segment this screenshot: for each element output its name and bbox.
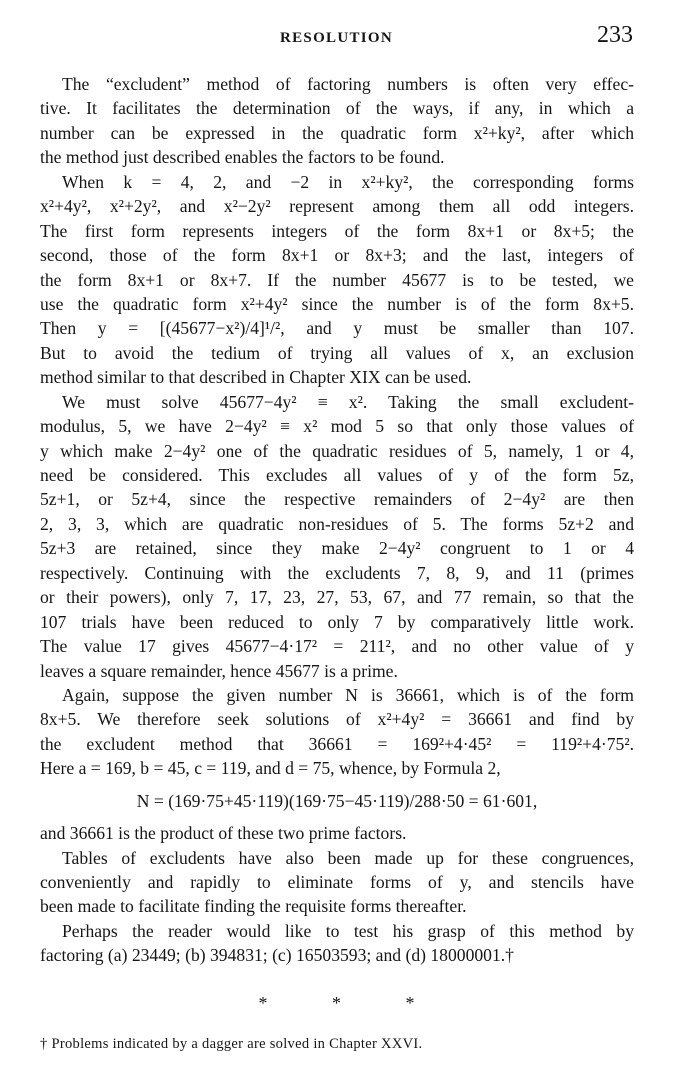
text-line: the excludent method that 36661 = 169²+4·45² = 119²+4·75². bbox=[40, 733, 634, 754]
text-line: Then y = [(45677−x²)/4]¹/², and y must be smaller than 107. bbox=[40, 318, 634, 339]
text-line: leaves a square remainder, hence 45677 is a prime. bbox=[40, 660, 398, 681]
text-line: been made to facilitate finding the requisite forms thereafter. bbox=[40, 896, 467, 917]
text-line: 2, 3, 3, which are quadratic non-residues of 5. The forms 5z+2 and bbox=[40, 513, 634, 534]
text-line: the method just described enables the factors to be found. bbox=[40, 147, 445, 168]
text-line: Perhaps the reader would like to test his grasp of this method by bbox=[62, 920, 634, 941]
text-line: use the quadratic form x²+4y² since the number is of the form 8x+5. bbox=[40, 293, 634, 314]
text-line: or their powers), only 7, 17, 23, 27, 53, 67, and 77 remain, so that the bbox=[40, 587, 634, 608]
text-line: We must solve 45677−4y² ≡ x². Taking the small excludent- bbox=[62, 391, 634, 412]
text-line: Tables of excludents have also been made up for these congruences, bbox=[62, 847, 634, 868]
text-line: 8x+5. We therefore seek solutions of x²+4y² = 36661 and find by bbox=[40, 709, 634, 730]
text-line: factoring (a) 23449; (b) 394831; (c) 16503593; and (d) 18000001.† bbox=[40, 945, 514, 966]
text-line: The value 17 gives 45677−4·17² = 211², and no other value of y bbox=[40, 636, 634, 657]
text-line: 5z+3 are retained, since they make 2−4y² congruent to 1 or 4 bbox=[40, 538, 634, 559]
footnote: † Problems indicated by a dagger are solved in Chapter XXVI. bbox=[40, 1036, 423, 1052]
page-number: 233 bbox=[597, 22, 633, 48]
text-line: x²+4y², x²+2y², and x²−2y² represent among them all odd integers. bbox=[40, 196, 634, 217]
text-line: The first form represents integers of the form 8x+1 or 8x+5; the bbox=[40, 220, 634, 241]
text-line: The “excludent” method of factoring numbers is often very effec- bbox=[62, 74, 634, 94]
text-line: the form 8x+1 or 8x+7. If the number 45677 is to be tested, we bbox=[40, 269, 634, 290]
text-line: tive. It facilitates the determination of the ways, if any, in which a bbox=[40, 98, 634, 119]
text-line: y which make 2−4y² one of the quadratic residues of 5, namely, 1 or 4, bbox=[40, 440, 634, 461]
text-line: method similar to that described in Chapter XIX can be used. bbox=[40, 367, 472, 388]
running-head bbox=[40, 22, 633, 56]
section-separator: * * * bbox=[258, 993, 445, 1013]
text-line: respectively. Continuing with the excludents 7, 8, 9, and 11 (primes bbox=[40, 562, 634, 583]
running-title: RESOLUTION bbox=[279, 30, 394, 46]
text-line: modulus, 5, we have 2−4y² ≡ x² mod 5 so that only those values of bbox=[40, 416, 634, 437]
display-equation: N = (169·75+45·119)(169·75−45·119)/288·50 = 61·601, bbox=[136, 790, 538, 811]
text-line: need be considered. This excludes all values of y of the form 5z, bbox=[40, 465, 634, 485]
text-line: conveniently and rapidly to eliminate forms of y, and stencils have bbox=[40, 872, 634, 892]
text-line: and 36661 is the product of these two prime factors. bbox=[40, 823, 407, 844]
text-line: Here a = 169, b = 45, c = 119, and d = 75, whence, by Formula 2, bbox=[40, 758, 501, 779]
text-line: Again, suppose the given number N is 36661, which is of the form bbox=[62, 684, 634, 705]
text-line: second, those of the form 8x+1 or 8x+3; and the last, integers of bbox=[40, 245, 634, 266]
text-line: When k = 4, 2, and −2 in x²+ky², the corresponding forms bbox=[62, 171, 634, 192]
text-line: number can be expressed in the quadratic form x²+ky², after which bbox=[40, 122, 634, 143]
text-line: 5z+1, or 5z+4, since the respective remainders of 2−4y² are then bbox=[40, 489, 634, 510]
body-text bbox=[40, 72, 634, 968]
text-line: But to avoid the tedium of trying all values of x, an exclusion bbox=[40, 342, 634, 363]
text-line: 107 trials have been reduced to only 7 by comparatively little work. bbox=[40, 611, 634, 632]
